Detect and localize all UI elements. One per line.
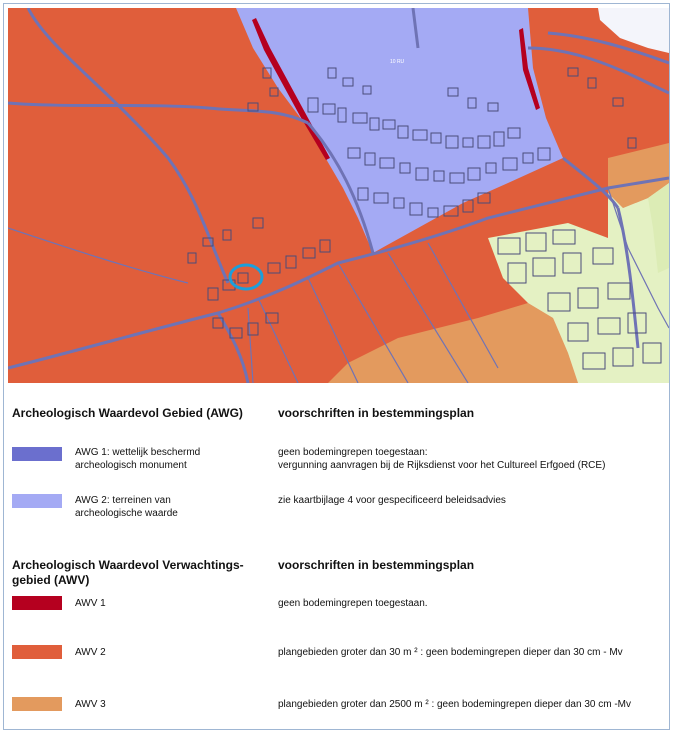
awv3-rule: plangebieden groter dan 2500 m ² : geen bodemingrepen dieper dan 30 cm -Mv xyxy=(278,699,632,710)
awv1-rule: geen bodemingrepen toegestaan. xyxy=(278,598,428,609)
awg1-label-line2: archeologisch monument xyxy=(75,460,187,471)
awv-heading-line2: gebied (AWV) xyxy=(12,573,90,587)
awg2-label-line2: archeologische waarde xyxy=(75,508,178,519)
awv-heading-line1: Archeologisch Waardevol Verwachtings- xyxy=(12,558,244,572)
map-canvas xyxy=(8,8,669,383)
awv-rules-heading: voorschriften in bestemmingsplan xyxy=(278,558,475,572)
awg2-rule-line1: zie kaartbijlage 4 voor gespecificeerd beleidsadvies xyxy=(278,495,506,506)
map-label: 10 RU xyxy=(390,59,405,65)
archaeology-map[interactable] xyxy=(8,8,669,383)
awv2-swatch xyxy=(12,645,62,659)
awv2-rule: plangebieden groter dan 30 m ² : geen bodemingrepen dieper dan 30 cm - Mv xyxy=(278,647,623,658)
awg2-label-line1: AWG 2: terreinen van xyxy=(75,495,171,506)
awg-heading: Archeologisch Waardevol Gebied (AWG) xyxy=(12,406,243,420)
awv3-swatch xyxy=(12,697,62,711)
awg1-rule-line2: vergunning aanvragen bij de Rijksdienst voor het Cultureel Erfgoed (RCE) xyxy=(278,460,606,471)
awg1-rule-line1: geen bodemingrepen toegestaan: xyxy=(278,447,428,458)
awg2-swatch xyxy=(12,494,62,508)
awg1-swatch xyxy=(12,447,62,461)
awv1-swatch xyxy=(12,596,62,610)
awv2-label: AWV 2 xyxy=(75,647,106,658)
awg-rules-heading: voorschriften in bestemmingsplan xyxy=(278,406,475,420)
awg1-label-line1: AWG 1: wettelijk beschermd xyxy=(75,447,201,458)
awv3-label: AWV 3 xyxy=(75,699,106,710)
awv1-label: AWV 1 xyxy=(75,598,106,609)
